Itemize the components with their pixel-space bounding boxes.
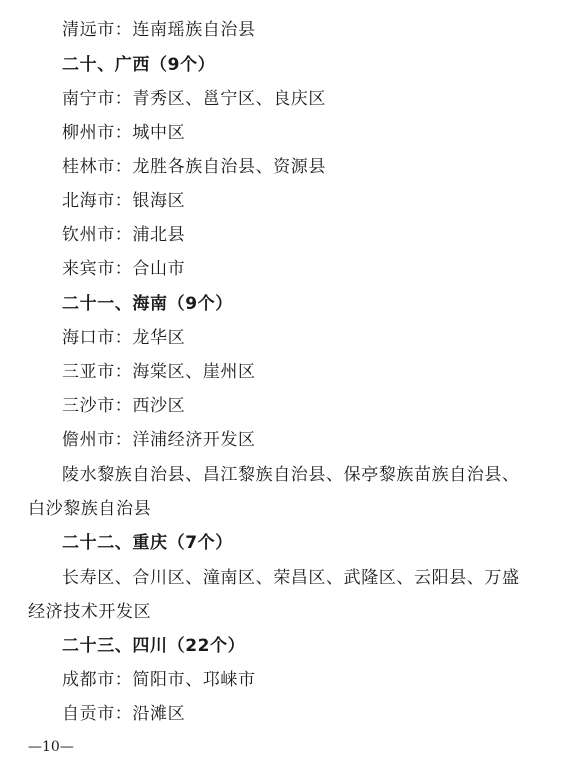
city-line-chengdu: 成都市：简阳市、邛崃市	[62, 670, 256, 690]
section-heading-sichuan: 二十三、四川（22个）	[62, 636, 246, 656]
city-line-nanning: 南宁市：青秀区、邕宁区、良庆区	[62, 89, 326, 109]
city-line-laibin: 来宾市：合山市	[62, 259, 186, 279]
district-line-chongqing: 长寿区、合川区、潼南区、荣昌区、武隆区、云阳县、万盛	[62, 568, 520, 588]
city-line-liuzhou: 柳州市：城中区	[62, 123, 186, 143]
city-line-haikou: 海口市：龙华区	[62, 328, 186, 348]
city-line-qinzhou: 钦州市：浦北县	[62, 225, 186, 245]
city-line-danzhou: 儋州市：洋浦经济开发区	[62, 430, 256, 450]
city-line-sanya: 三亚市：海棠区、崖州区	[62, 362, 256, 382]
section-heading-guangxi: 二十、广西（9个）	[62, 55, 216, 75]
county-line-hainan-autonomous: 陵水黎族自治县、昌江黎族自治县、保亭黎族苗族自治县、	[62, 465, 520, 485]
city-line-sansha: 三沙市：西沙区	[62, 396, 186, 416]
county-line-hainan-autonomous-cont: 白沙黎族自治县	[28, 499, 152, 519]
district-line-chongqing-cont: 经济技术开发区	[28, 602, 152, 622]
city-line-zigong: 自贡市：沿滩区	[62, 704, 186, 724]
city-line-qingyuan: 清远市：连南瑶族自治县	[62, 20, 256, 40]
city-line-beihai: 北海市：银海区	[62, 191, 186, 211]
page-number: —10—	[28, 739, 74, 755]
section-heading-hainan: 二十一、海南（9个）	[62, 294, 233, 314]
section-heading-chongqing: 二十二、重庆（7个）	[62, 533, 233, 553]
city-line-guilin: 桂林市：龙胜各族自治县、资源县	[62, 157, 326, 177]
